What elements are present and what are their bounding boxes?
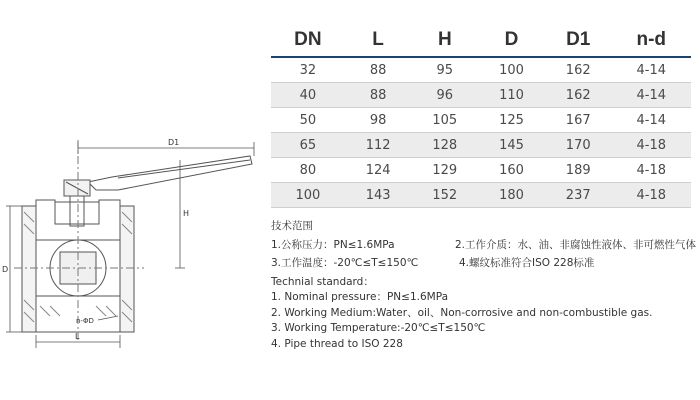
table-cell: 100 xyxy=(271,183,345,208)
table-cell: 125 xyxy=(499,112,524,128)
dim-label-d1: D1 xyxy=(168,138,180,147)
col-header-dn: DN xyxy=(294,29,322,50)
table-cell: 98 xyxy=(369,112,387,128)
en-notes-title: Technial standard： xyxy=(271,275,374,288)
table-cell: 4-14 xyxy=(636,112,667,128)
table-cell: 189 xyxy=(565,162,591,178)
table-cell: 88 xyxy=(369,62,387,78)
dim-label-nd: n-ΦD xyxy=(76,317,94,325)
body-neck xyxy=(55,202,99,224)
table-cell: 95 xyxy=(436,62,454,78)
table-row xyxy=(271,133,691,158)
en-note-3: 3. Working Temperature:-20℃≤T≤150℃ xyxy=(271,322,486,334)
table-cell: 160 xyxy=(499,162,524,178)
table-cell: 96 xyxy=(411,83,478,108)
table-cell: 65 xyxy=(271,133,345,158)
col-header-h: H xyxy=(437,29,452,50)
table-cell: 152 xyxy=(411,183,478,208)
table-cell: 237 xyxy=(545,183,612,208)
table-cell: 4-18 xyxy=(612,133,691,158)
table-row xyxy=(271,158,691,183)
en-note-1: 1. Nominal pressure：PN≤1.6MPa xyxy=(271,291,449,303)
cn-note-3: 3.工作温度：-20℃≤T≤150℃ xyxy=(271,257,419,269)
technical-notes xyxy=(271,219,696,352)
table-cell: 100 xyxy=(499,62,524,78)
cn-note-2: 2.工作介质：水、油、非腐蚀性液体、非可燃性气体 xyxy=(454,238,696,251)
dim-label-l: L xyxy=(75,332,80,341)
table-row xyxy=(271,183,691,208)
table-cell: 105 xyxy=(432,112,458,128)
dim-label-d: D xyxy=(2,265,9,274)
en-note-2: 2. Working Medium:Water、oil、Non-corrosive and non-combustible gas. xyxy=(271,306,653,319)
dim-label-h: H xyxy=(183,209,190,218)
stem xyxy=(70,196,84,226)
table-header-row xyxy=(271,24,691,57)
right-flange xyxy=(120,206,134,332)
handle-lever xyxy=(88,156,252,190)
table-cell: 80 xyxy=(299,162,317,178)
table-cell: 129 xyxy=(432,162,458,178)
table-cell: 162 xyxy=(545,83,612,108)
cn-notes-row-2 xyxy=(271,256,696,272)
cn-note-1: 1.公称压力：PN≤1.6MPa xyxy=(271,238,395,251)
table-cell: 170 xyxy=(545,133,612,158)
table-row xyxy=(271,83,691,108)
table-row xyxy=(271,108,691,133)
table-cell: 128 xyxy=(411,133,478,158)
left-flange xyxy=(22,206,36,332)
table-cell: 50 xyxy=(299,112,317,128)
table-cell: 40 xyxy=(271,83,345,108)
table-cell: 4-18 xyxy=(636,162,667,178)
table-cell: 110 xyxy=(478,83,545,108)
table-cell: 4-14 xyxy=(612,83,691,108)
col-header-d: D xyxy=(504,29,519,50)
table-cell: 124 xyxy=(365,162,391,178)
handle-inner-line xyxy=(118,160,250,178)
cn-notes-title: 技术范围 xyxy=(271,220,313,232)
table-cell: 32 xyxy=(299,62,317,78)
en-note-4: 4. Pipe thread to ISO 228 xyxy=(271,337,403,350)
col-header-d1: D1 xyxy=(566,29,591,50)
valve-technical-drawing xyxy=(0,120,270,350)
cn-note-4: 4.螺纹标准符合ISO 228标准 xyxy=(459,257,595,269)
table-cell: 4-14 xyxy=(636,62,667,78)
col-header-l: L xyxy=(372,29,384,50)
table-cell: 112 xyxy=(345,133,412,158)
col-header-nd: n-d xyxy=(636,29,667,50)
table-cell: 162 xyxy=(565,62,591,78)
dimension-table xyxy=(271,24,691,208)
cn-notes-row-1 xyxy=(271,238,696,254)
table-cell: 167 xyxy=(565,112,591,128)
table-cell: 143 xyxy=(345,183,412,208)
table-cell: 88 xyxy=(345,83,412,108)
table-cell: 4-18 xyxy=(612,183,691,208)
table-cell: 180 xyxy=(478,183,545,208)
table-row xyxy=(271,57,691,83)
table-cell: 145 xyxy=(478,133,545,158)
